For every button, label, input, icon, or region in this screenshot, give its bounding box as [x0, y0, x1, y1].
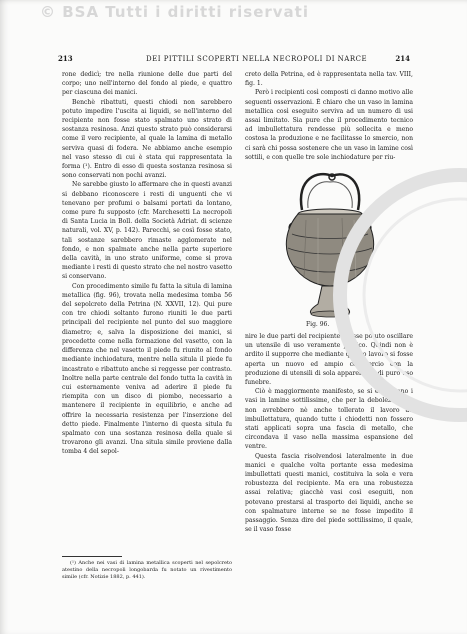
situla-illustration: [246, 168, 412, 328]
figure-label: Fig. 96.: [306, 321, 330, 328]
paragraph: Questa fascia risolvendosi lateralmente in due manici e qualche volta portante essa medesima imbullettati questi manici, costituiva la sola e vera robustezza del recipiente. Ma era una robustezza assai relativa; giacchè vasi così eseguiti, non potevano prestarsi al trasporto dei liquidi, anche se con spalmature interne se ne fosse impedito il passaggio. Senza dire del piede sottilissimo, il quale, se il vaso fosse: [245, 452, 413, 534]
paragraph: Ne sarebbe giusto lo affermare che in questi avanzi si debbano riconoscere i resti di unguenti che vi tenevano per profumi o balsami portati da lontano, come pure fu supposto (cfr. Marchesetti La necropoli di Santa Lucia in Boll. della Società Adriat. di scienze naturali, vol. XV, p. 142). Parecchi, se così fosse stato, tali sostanze sarebbero rimaste agglomerate nel fondo, e non spalmate anche nella parte superiore della cavità, in uno strato uniforme, come si prova mediante i resti di questo strato che nel nostro vasetto si conservano.: [62, 181, 232, 281]
figure-scale: 1:4: [341, 321, 351, 328]
paragraph: Però i recipienti così composti ci danno motivo alle seguenti osservazioni. È chiaro che un vaso in lamina metallica così eseguito serviva ad un numero di usi assai limitato. Sia pure che il procedimento tecnico ad imbullettatura rendesse più sollecita e meno costosa la produzione e ne facilitasse lo smercio, non ci sarà chi possa sostenere che un vaso in lamine così sottili, e con quelle tre sole inchiodature per riu-: [245, 89, 413, 161]
right-column-bottom: [245, 332, 413, 614]
paragraph: nire le due parti del recipiente avesse potuto oscillare un utensile di uso veramente pratico. Quindi non è ardito il supporre che mediante questo lavoro si fosse aperta un nuovo ed ampio commercio con la produzione di utensili di sola apparenza e di puro uso funebre.: [245, 333, 413, 387]
watermark: © BSA Tutti i diritti riservati: [40, 3, 309, 21]
paragraph: rone dedicì; tre nella riunione delle due parti del corpo; uno nell'interno del fondo al piede, e quattro per ciascuna dei manici.: [62, 71, 232, 97]
figure-situla: [246, 168, 412, 328]
running-title: DEI PITTILI SCOPERTI NELLA NECROPOLI DI NARCE: [146, 55, 368, 63]
right-column-top: [245, 70, 413, 165]
paragraph: creto della Petrina, ed è rappresentata nella tav. VIII, fig. 1.: [245, 71, 413, 88]
running-header: [58, 53, 410, 65]
figure-caption: [306, 321, 351, 328]
footnote-divider: [62, 556, 122, 557]
paragraph: Ciò è maggiormente manifesto, se si esaminano i vasi in lamine sottilissime, che per la debolezza loro non avrebbero nè anche tollerato il lavoro ad imbullettatura, quando tutte i chiodetti non fossero stati applicati sopra una fascia di metallo, che circondava il vaso nella massima espansione del ventre.: [245, 388, 413, 451]
page-number-left: 213: [58, 54, 73, 63]
footnote: [62, 560, 232, 581]
page-number-right: 214: [395, 54, 410, 63]
left-column: [62, 70, 232, 544]
footnote-text: (¹) Anche nei vasi di lamina metallica scoperti nel sepolcreto atestino della necropoli longobarda fu notato un rivestimento simile (cfr. Notizie 1882, p. 441).: [62, 560, 232, 580]
paragraph: Con procedimento simile fu fatta la situla di lamina metallica (fig. 96), trovata nella medesima tomba 56 del sepolcreto della Petrina (N. XXVII, 12). Qui pure con tre chiodi soltanto furono riuniti le due parti principali del recipiente nel punto del suo maggiore diametro; e, salva la disposizione dei manici, si procedette come nella formazione del vasetto, con la differenza che nel vasetto il piede fu riunito al fondo mediante inchiodatura, mentre nella situla il piede fu incastrato e ribattuto anche si reggesse per contrasto. Inoltre nella parte centrale del fondo tutta la cavità in cui esternamente veniva ad aderire il piede fu riempita con un disco di piombo, necessario a mantenere il recipiente in equilibrio, e anche ad offrire la necessaria resistenza per l'inserzione del detto piede. Finalmente l'interno di questa situla fu spalmato con una sostanza resinosa della quale si trovarono gli avanzi. Una situla simile proviene dalla tomba 4 del sepol-: [62, 282, 232, 456]
paragraph: Benchè ribattuti, questi chiodi non sarebbero potuto impedire l'uscita ai liquidi, se nell'interno del recipiente non fosse stato spalmato uno strato di sostanza resinosa. Anzi questo strato può considerarsi come il vero recipiente, al quale la lamina di metallo serviva quasi di fodera. Ne abbiamo anche esempio nel vaso stesso di cui è stata qui rappresentata la forma (¹). Entro di esso di questa sostanza resinosa si sono conservati non pochi avanzi.: [62, 98, 232, 180]
